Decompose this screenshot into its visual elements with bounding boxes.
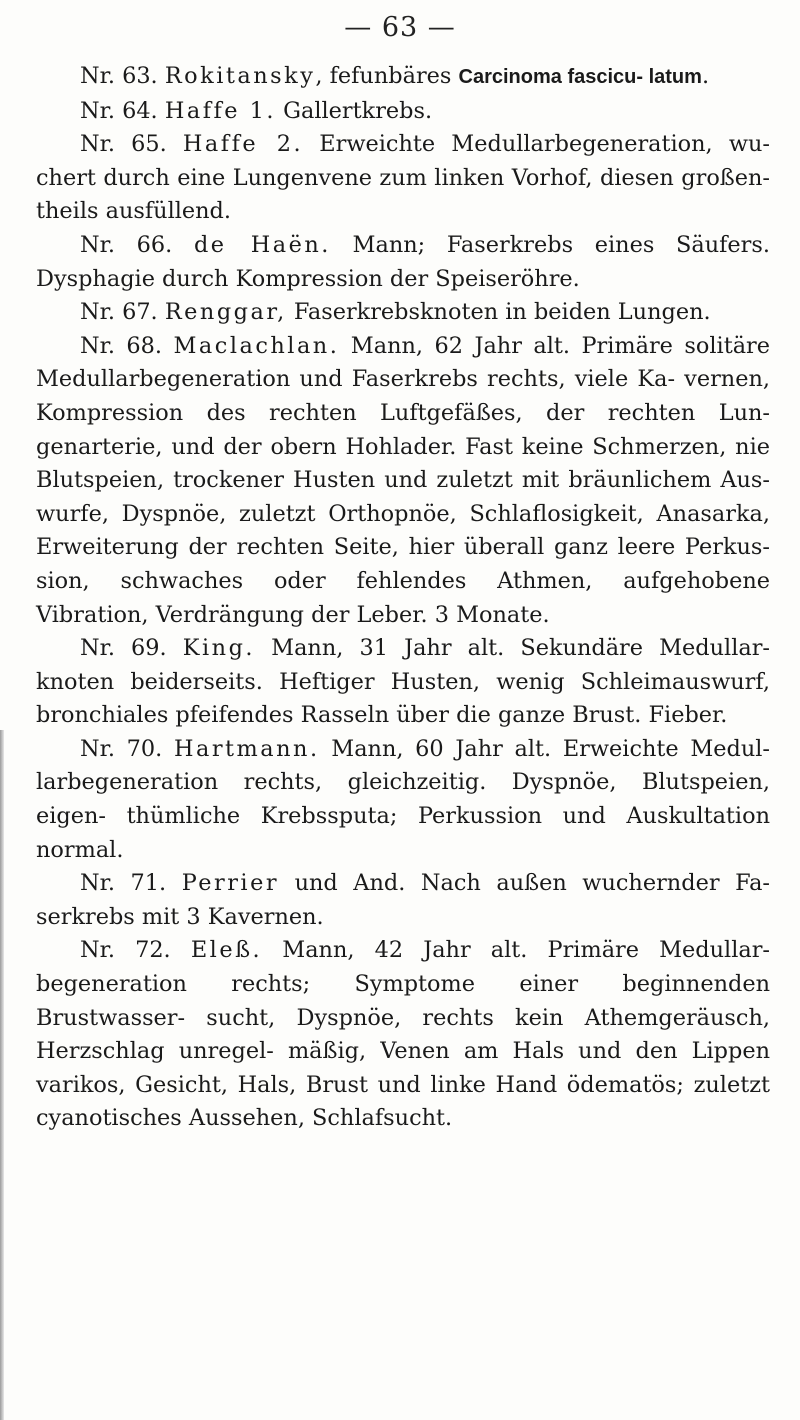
entry-number: Nr. 70. bbox=[80, 735, 163, 762]
document-body bbox=[36, 60, 770, 1136]
entry-text: Mann, 31 Jahr alt. Sekundäre Medullar- knoten beiderseits. Heftiger Husten, wenig Schleimauswurf, bronchiales pfeifendes Rasseln über die ganze Brust. Fieber. bbox=[36, 635, 770, 729]
page-binding-edge bbox=[0, 730, 4, 1420]
entry-author: Eleß. bbox=[190, 937, 263, 964]
entry-author: Perrier bbox=[181, 870, 280, 897]
entry-68 bbox=[36, 330, 770, 632]
entry-author: Renggar, bbox=[164, 299, 287, 326]
entry-text: Mann, 60 Jahr alt. Erweichte Medul- larbegeneration rechts, gleichzeitig. Dyspnöe, Blutspeien, eigen- thümliche Krebssputa; Perkussion und Auskultation normal. bbox=[36, 735, 770, 863]
entry-number: Nr. 63. bbox=[80, 63, 158, 89]
entry-number: Nr. 67. bbox=[80, 299, 158, 326]
entry-author: Haffe 2. bbox=[182, 131, 304, 158]
entry-author: Haffe 1. bbox=[164, 97, 276, 124]
entry-latin-term: Carcinoma fascicu- latum bbox=[458, 66, 702, 88]
entry-number: Nr. 64. bbox=[80, 97, 158, 124]
entry-text: Mann, 62 Jahr alt. Primäre solitäre Medullarbegeneration und Faserkrebs rechts, viele Ka- vernen, Kompression des rechten Luftgefäßes, der rechten Lun- genarterie, und der obern Hohlader. Fast keine Schmerzen, nie Blutspeien, trockener Husten und zuletzt mit bräunlichem Aus- wurfe, Dyspnöe, zuletzt Orthopnöe, Schlaflosigkeit, Anasarka, Erweiterung der rechten Seite, hier überall ganz leere Perkus- sion, schwaches oder fehlendes Athmen, aufgehobene Vibration, Verdrängung der Leber. 3 Monate. bbox=[36, 332, 770, 628]
entry-text: Faserkrebsknoten in beiden Lungen. bbox=[286, 299, 711, 326]
entry-number: Nr. 68. bbox=[80, 332, 163, 359]
entry-71 bbox=[36, 867, 770, 934]
entry-author: King. bbox=[182, 635, 256, 662]
entry-text: Mann, 42 Jahr alt. Primäre Medullar- begeneration rechts; Symptome einer beginnenden Brustwasser- sucht, Dyspnöe, rechts kein Athemgeräusch, Herzschlag unregel- mäßig, Venen am Hals und den Lippen varikos, Gesicht, Hals, Brust und linke Hand ödematös; zuletzt cyanotisches Aussehen, Schlafsucht. bbox=[36, 937, 770, 1132]
entry-63 bbox=[36, 60, 770, 95]
entry-number: Nr. 72. bbox=[80, 937, 171, 964]
entry-text: . bbox=[701, 63, 710, 89]
entry-66 bbox=[36, 229, 770, 296]
entry-author: de Haën. bbox=[193, 231, 331, 258]
entry-65 bbox=[36, 128, 770, 229]
entry-70 bbox=[36, 733, 770, 867]
entry-67 bbox=[36, 296, 770, 330]
entry-text: , fefunbäres bbox=[315, 63, 459, 89]
entry-author: Hartmann. bbox=[173, 735, 320, 762]
entry-number: Nr. 69. bbox=[80, 635, 167, 662]
entry-72 bbox=[36, 934, 770, 1136]
entry-69 bbox=[36, 632, 770, 733]
entry-text: Mann; Faserkrebs eines Säufers. Dysphagie durch Kompression der Speiseröhre. bbox=[36, 231, 770, 292]
entry-number: Nr. 71. bbox=[80, 870, 167, 897]
entry-number: Nr. 66. bbox=[80, 231, 173, 258]
entry-author: Rokitansky bbox=[164, 63, 316, 89]
page-number: — 63 — bbox=[344, 12, 456, 43]
entry-text: Gallertkrebs. bbox=[276, 97, 433, 124]
entry-number: Nr. 65. bbox=[80, 131, 167, 158]
entry-text: und And. Nach außen wuchernder Fa- serkrebs mit 3 Kavernen. bbox=[36, 870, 771, 930]
entry-text: Erweichte Medullarbegeneration, wu- chert durch eine Lungenvene zum linken Vorhof, diesen großen- theils ausfüllend. bbox=[36, 131, 770, 225]
entry-64 bbox=[36, 95, 770, 129]
entry-author: Maclachlan. bbox=[173, 332, 340, 359]
